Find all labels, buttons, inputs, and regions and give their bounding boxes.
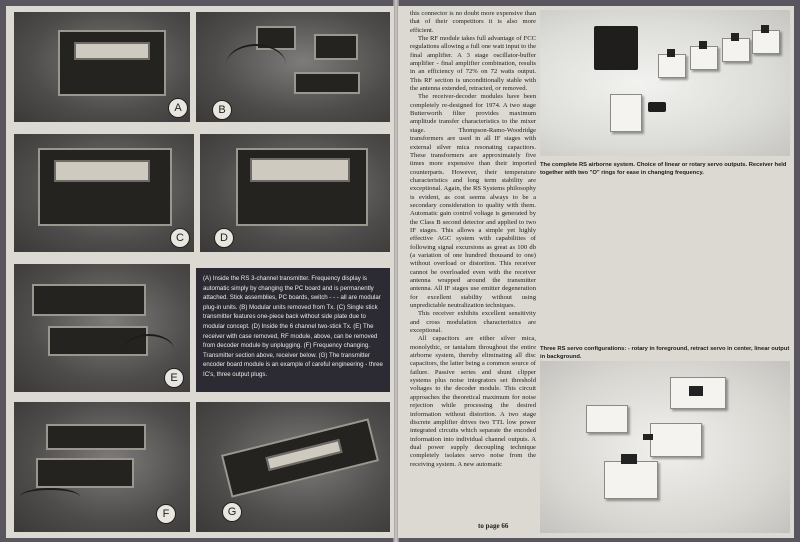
photo-c <box>14 134 194 252</box>
wire-harness <box>226 44 286 86</box>
photo-d <box>200 134 390 252</box>
switch-harness <box>648 102 666 112</box>
photo-label-c: C <box>170 228 190 248</box>
rotary-servo <box>604 461 658 499</box>
servo-output-arm <box>667 49 675 57</box>
servo-unit <box>586 405 628 433</box>
article-paragraph: this connector is no doubt more expensive than that of their competitors it is also more efficient. <box>410 10 536 34</box>
article-column <box>410 10 536 530</box>
caption-airborne-system: The complete RS airborne system. Choice of linear or rotary servo outputs. Receiver held together with two "O" rings for ease in changing frequency. <box>540 162 787 176</box>
module-unit <box>314 34 358 60</box>
pc-board <box>54 160 150 182</box>
caption-servo-configurations: Three RS servo configurations: - rotary in foreground, retract servo in center, linear output in background. <box>540 346 790 360</box>
photo-b <box>196 12 390 122</box>
servo-unit <box>690 46 718 70</box>
receiver-section <box>36 458 134 488</box>
photo-label-d: D <box>214 228 234 248</box>
linear-servo <box>670 377 726 409</box>
servo-output-arm <box>643 434 653 440</box>
left-page <box>6 6 394 538</box>
pc-board <box>250 158 350 182</box>
photo-label-b: B <box>212 100 232 120</box>
photo-label-a: A <box>168 98 188 118</box>
photo-label-f: F <box>156 504 176 524</box>
wire-harness <box>124 334 174 366</box>
servo-output-arm <box>621 454 637 464</box>
photo-airborne-system <box>540 10 790 156</box>
servo-unit <box>722 38 750 62</box>
servo-output-arm <box>689 386 703 396</box>
photo-e <box>14 264 190 392</box>
servo-unit <box>752 30 780 54</box>
receiver-board <box>32 284 146 316</box>
article-paragraph: The receiver-decoder modules have been completely re-designed for 1974. A two stage Butterworth filter provides maximum amplitude transfer characteristics to the mixer stage. Thompson-Ramo-Woodridge transformers are used in all IF stages with external silver mica resonating capacitors. These transformers are approximately five times more expensive than their imported counterparts. However, their temperature characteristics and long term stability are exceptional. Again, the RS Systems philosophy is evident, as cost seems always to be a secondary consideration to quality with them. Automatic gain control voltage is generated by the Class B second detector and applied to two IF stages. This allows a simple yet highly effective AGC system with capabilities of following signal excursions as great as 100 db (a variation of one hundred thousand to one) without overload or distortion. This receiver cannot be overloaded even with the receiver antenna wrapped around the transmitter antenna. All IF stages use emitter degeneration for excellent stability without using unpredictable neutralization techniques. <box>410 93 536 310</box>
photo-caption-box: (A) Inside the RS 3-channel transmitter. Frequency display is automatic simply by changing the PC board and is permanently attached. Stick assemblies, PC boards, switch - - - all are modular plug-in units. (B) Modular units removed from Tx. (C) Single stick transmitter features one-piece back without side plate due to modular concept. (D) Inside the 6 channel two-stick Tx. (E) The receiver with case removed, RF module, above, can be removed from decoder module by unplugging. (F) Frequency changing. Transmitter section above, receiver below. (G) The transmitter encoder board module is an example of careful engineering - three IC's, three output plugs. <box>196 268 390 392</box>
pc-board <box>74 42 150 60</box>
module-unit <box>294 72 360 94</box>
battery-pack <box>594 26 638 70</box>
photo-g <box>196 402 390 532</box>
right-page <box>398 6 794 538</box>
photo-a <box>14 12 190 122</box>
photo-servo-configurations <box>540 361 790 533</box>
photo-f <box>14 402 190 532</box>
transmitter-section <box>46 424 146 450</box>
article-paragraph: This receiver exhibits excellent sensitivity and cross modulation characteristics are exceptional. <box>410 310 536 335</box>
transmitter-case <box>58 30 166 96</box>
servo-output-arm <box>761 25 769 33</box>
photo-label-g: G <box>222 502 242 522</box>
retract-servo <box>650 423 702 457</box>
servo-output-arm <box>699 41 707 49</box>
article-paragraph: All capacitors are either silver mica, monolythic, or tantalum throughout the entire airborne system, thereby eliminating all disc capacitors, the latter being a common source of failure. Passive series and shunt clipper systems plus noise integrators set threshold voltages to the decoder module. This circuit approaches the theoretical maximum for noise rejection while processing the desired information without distortion. A two stage discrete amplifier drives two TTL low power integrated circuits which separate the encoded information into individual channel outputs. A dual power supply decoupling technique completely isolates servo noise from the receiving system. A new automatic <box>410 335 536 468</box>
servo-unit <box>658 54 686 78</box>
wire-harness <box>20 488 80 506</box>
receiver-unit <box>610 94 642 132</box>
photo-label-e: E <box>164 368 184 388</box>
servo-output-arm <box>731 33 739 41</box>
continued-reference: to page 66 <box>478 522 509 530</box>
article-paragraph: The RF module takes full advantage of FCC regulations allowing a full one watt input to the final amplifier. A 3 stage oscillator-buffer amplifier - final amplifier combination, results in an efficiency of 72% on 72 watts output. This RF section is unconditionally stable with the antenna extended, retracted, or removed. <box>410 35 536 93</box>
